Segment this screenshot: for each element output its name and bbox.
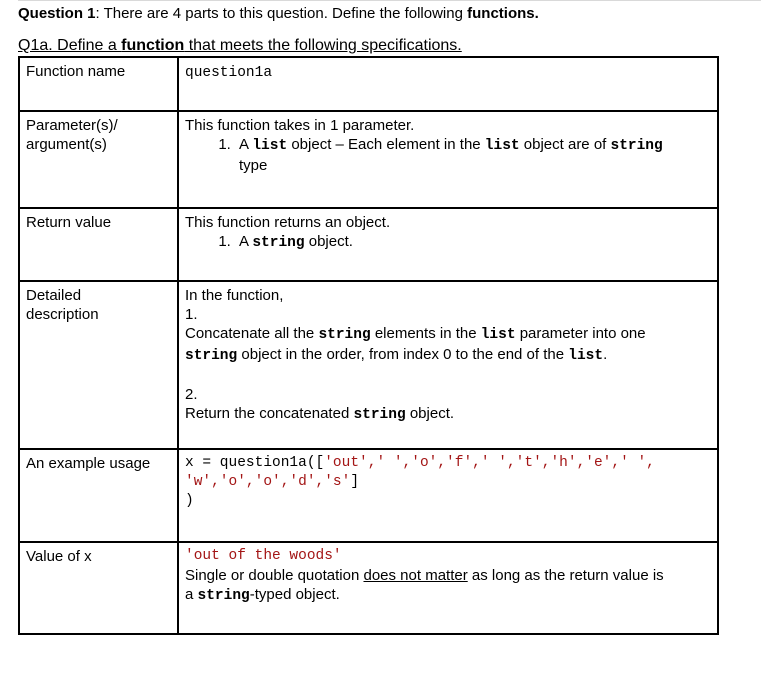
row-return-value (19, 208, 718, 281)
return-value-item (235, 232, 711, 253)
step1-text-e: . (603, 346, 608, 363)
keyword-string: string (185, 348, 238, 364)
specification-table (18, 56, 719, 635)
function-name-cell (178, 57, 718, 111)
description-label-line2: description (26, 306, 99, 323)
question-heading (18, 5, 539, 22)
row-detailed-description (19, 281, 718, 449)
step2-text-a: Return the concatenated (185, 405, 354, 422)
step1-text-b: elements in the (370, 325, 481, 342)
keyword-string: string (610, 138, 663, 154)
example-code-args-2: 'w','o','o','d','s' (185, 474, 351, 490)
description-step1-number: 1. (185, 306, 198, 323)
description-step2-text (185, 404, 711, 425)
example-code-bracket: ] (350, 474, 360, 490)
example-code-line3: ) (185, 493, 194, 509)
parameters-list (185, 135, 711, 175)
keyword-string: string (353, 407, 406, 423)
keyword-string: string (197, 588, 250, 604)
return-value-cell (178, 208, 718, 281)
note-text-a: Single or double quotation (185, 567, 364, 584)
row-parameters (19, 111, 718, 208)
return-value-intro: This function returns an object. (185, 214, 391, 231)
keyword-list: list (480, 327, 516, 343)
parameters-item-text-c: object are of (519, 136, 611, 153)
row-example-usage (19, 449, 718, 542)
value-of-x-note (185, 566, 711, 606)
description-step2-number: 2. (185, 386, 198, 403)
example-code-prefix: x = question1a([ (185, 455, 325, 471)
description-label (19, 281, 178, 449)
subquestion-bold-word: function (121, 37, 185, 54)
note-underlined: does not matter (363, 567, 468, 584)
subquestion-heading (18, 37, 462, 55)
keyword-list: list (484, 138, 520, 154)
keyword-string: string (318, 327, 371, 343)
note-text-d: -typed object. (249, 586, 340, 603)
example-code-line1 (185, 454, 711, 473)
row-value-of-x (19, 542, 718, 634)
description-label-line1: Detailed (26, 287, 82, 304)
example-usage-cell (178, 449, 718, 542)
value-of-x-code: 'out of the woods' (185, 548, 342, 564)
value-of-x-cell (178, 542, 718, 634)
keyword-list: list (252, 138, 288, 154)
example-code-line2 (185, 473, 711, 492)
note-text-b: as long as the return value is (467, 567, 664, 584)
example-usage-label: An example usage (19, 449, 178, 542)
description-step1-text (185, 324, 711, 366)
parameters-label-line2: argument(s) (26, 136, 107, 153)
parameters-item-text-a: A (239, 136, 253, 153)
description-intro: In the function, (185, 287, 284, 304)
question-label: Question 1 (18, 5, 96, 22)
function-name-value: question1a (185, 65, 273, 81)
parameters-item-text-b: object – Each element in the (287, 136, 485, 153)
parameters-item (235, 135, 711, 175)
parameters-intro: This function takes in 1 parameter. (185, 117, 415, 134)
question-bold-word: functions. (467, 5, 539, 22)
value-of-x-label: Value of x (19, 542, 178, 634)
parameters-label-line1: Parameter(s)/ (26, 117, 118, 134)
return-value-list (185, 232, 711, 253)
note-text-c: a (185, 586, 198, 603)
subquestion-suffix: that meets the following specifications. (184, 37, 462, 54)
parameters-label (19, 111, 178, 208)
return-value-item-text-a: A (239, 233, 253, 250)
return-value-label: Return value (19, 208, 178, 281)
step1-text-a: Concatenate all the (185, 325, 319, 342)
step1-text-d: object in the order, from index 0 to the end of the (237, 346, 569, 363)
row-function-name (19, 57, 718, 111)
return-value-item-text-b: object. (304, 233, 353, 250)
question-text: : There are 4 parts to this question. Define the following (95, 5, 468, 22)
keyword-list: list (568, 348, 604, 364)
function-name-label: Function name (19, 57, 178, 111)
keyword-string: string (252, 235, 305, 251)
page-top-rule (18, 0, 761, 1)
step1-text-c: parameter into one (515, 325, 646, 342)
parameters-item-text-d: type (239, 157, 268, 174)
example-code-args-1: 'out',' ','o','f',' ','t','h','e',' ', (324, 455, 655, 471)
description-cell (178, 281, 718, 449)
parameters-cell (178, 111, 718, 208)
step2-text-b: object. (405, 405, 455, 422)
subquestion-prefix: Q1a. Define a (18, 37, 122, 54)
